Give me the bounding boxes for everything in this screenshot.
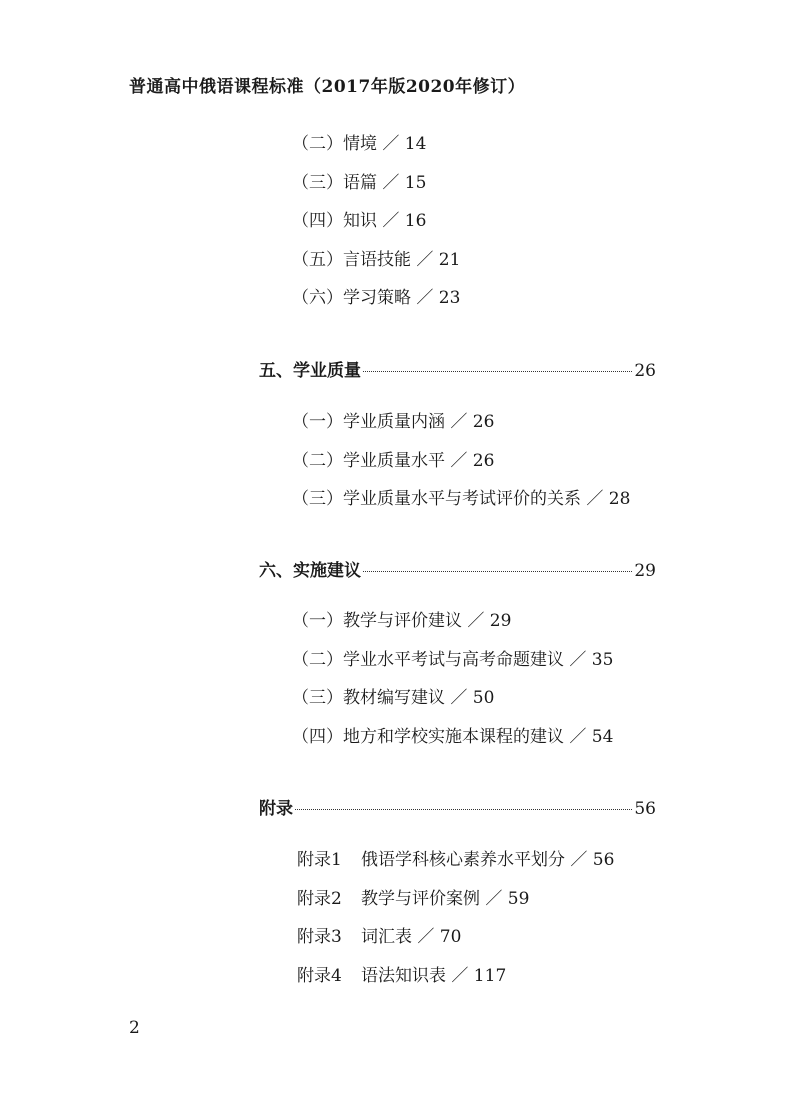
toc-entry[interactable]: （六）学习策略 ／ 23 [292,288,461,308]
toc-entry[interactable]: （三）学业质量水平与考试评价的关系 ／ 28 [292,489,631,509]
dot-leader [363,371,632,372]
toc-entry[interactable]: （二）学业水平考试与高考命题建议 ／ 35 [292,650,614,670]
appendix-label: 附录2 [297,889,342,909]
toc-entry[interactable]: （三）教材编写建议 ／ 50 [292,688,495,708]
toc-entry[interactable]: （四）地方和学校实施本课程的建议 ／ 54 [292,727,614,747]
section-title: 附录 [259,799,293,819]
toc-entry[interactable]: （二）学业质量水平 ／ 26 [292,451,495,471]
toc-entry[interactable]: （一）教学与评价建议 ／ 29 [292,611,512,631]
running-header: 普通高中俄语课程标准（2017年版2020年修订） [129,77,526,97]
appendix-title: 词汇表 ／ 70 [361,927,462,947]
toc-section-5[interactable] [259,356,656,381]
appendix-label: 附录4 [297,966,342,986]
toc-entry[interactable]: （四）知识 ／ 16 [292,211,427,231]
toc-section-6[interactable] [259,556,656,581]
section-page-number: 29 [634,561,656,581]
toc-appendix-entry[interactable] [297,922,461,947]
toc-entry[interactable]: （五）言语技能 ／ 21 [292,250,461,270]
appendix-label: 附录3 [297,927,342,947]
section-title: 六、实施建议 [259,561,361,581]
page-number: 2 [129,1018,140,1038]
toc-entry[interactable]: （一）学业质量内涵 ／ 26 [292,412,495,432]
toc-appendix-entry[interactable] [297,884,529,909]
appendix-title: 教学与评价案例 ／ 59 [361,889,530,909]
toc-section-appendix[interactable] [259,794,656,819]
appendix-title: 俄语学科核心素养水平划分 ／ 56 [361,850,615,870]
toc-entry[interactable]: （三）语篇 ／ 15 [292,173,427,193]
appendix-title: 语法知识表 ／ 117 [361,966,507,986]
toc-appendix-entry[interactable] [297,961,506,986]
dot-leader [295,809,632,810]
toc-entry[interactable]: （二）情境 ／ 14 [292,134,427,154]
appendix-label: 附录1 [297,850,342,870]
section-title: 五、学业质量 [259,361,361,381]
toc-appendix-entry[interactable] [297,845,614,870]
section-page-number: 26 [634,361,656,381]
section-page-number: 56 [634,799,656,819]
dot-leader [363,571,632,572]
